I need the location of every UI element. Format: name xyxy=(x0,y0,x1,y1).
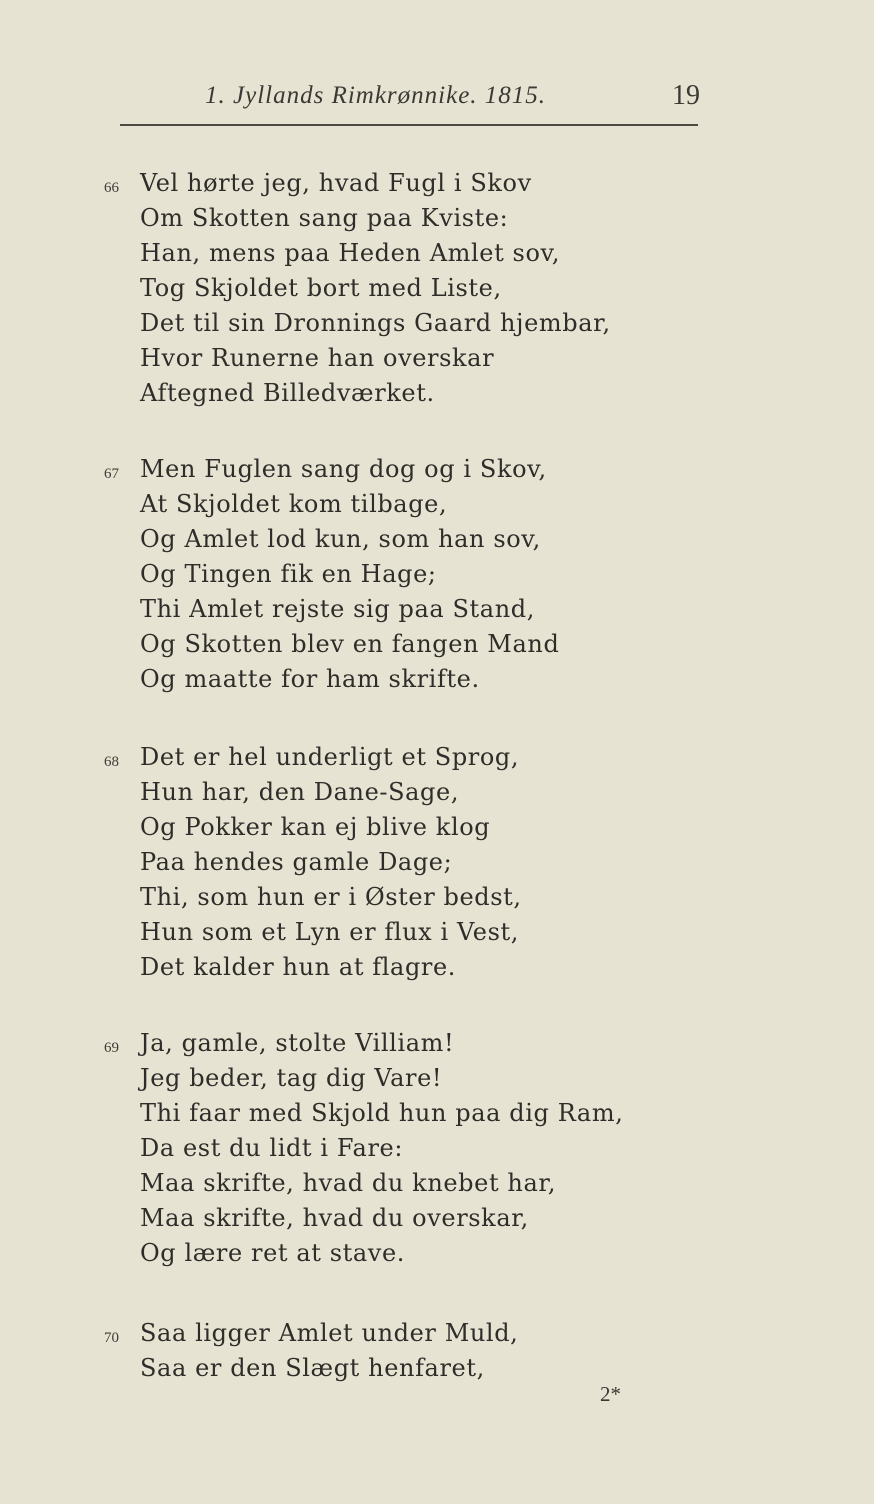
verse-line: Jeg beder, tag dig Vare! xyxy=(140,1064,443,1092)
verse-line: Men Fuglen sang dog og i Skov, xyxy=(140,455,547,483)
verse-line: Saa er den Slægt henfaret, xyxy=(140,1354,485,1382)
verse-line: Maa skrifte, hvad du overskar, xyxy=(140,1204,529,1232)
verse-line: Og maatte for ham skrifte. xyxy=(140,665,480,693)
verse-line: Ja, gamle, stolte Villiam! xyxy=(140,1029,455,1057)
stanza-number: 67 xyxy=(104,466,119,482)
verse-line: Thi faar med Skjold hun paa dig Ram, xyxy=(140,1099,624,1127)
verse-line: Thi Amlet rejste sig paa Stand, xyxy=(140,595,535,623)
verse-line: Det til sin Dronnings Gaard hjembar, xyxy=(140,309,611,337)
verse-line: Og Pokker kan ej blive klog xyxy=(140,813,491,841)
verse-line: Paa hendes gamle Dage; xyxy=(140,848,453,876)
header-rule xyxy=(120,124,698,126)
verse-line: Tog Skjoldet bort med Liste, xyxy=(140,274,502,302)
verse-line: Thi, som hun er i Øster bedst, xyxy=(140,883,522,911)
verse-line: Det kalder hun at flagre. xyxy=(140,953,457,981)
verse-line: Han, mens paa Heden Amlet sov, xyxy=(140,239,561,267)
running-title: 1. Jyllands Rimkrønnike. 1815. xyxy=(205,82,547,109)
verse-line: Vel hørte jeg, hvad Fugl i Skov xyxy=(140,169,532,197)
verse-line: Om Skotten sang paa Kviste: xyxy=(140,204,509,232)
stanza-number: 69 xyxy=(104,1040,119,1056)
verse-line: At Skjoldet kom tilbage, xyxy=(140,490,448,518)
verse-line: Og Skotten blev en fangen Mand xyxy=(140,630,560,658)
verse-line: Saa ligger Amlet under Muld, xyxy=(140,1319,519,1347)
stanza-number: 68 xyxy=(104,754,119,770)
stanza-number: 66 xyxy=(104,180,119,196)
signature-mark: 2* xyxy=(600,1382,621,1406)
verse-line: Det er hel underligt et Sprog, xyxy=(140,743,520,771)
verse-line: Maa skrifte, hvad du knebet har, xyxy=(140,1169,557,1197)
page-header xyxy=(0,78,874,118)
verse-line: Aftegned Billedværket. xyxy=(140,379,435,407)
verse-line: Og Tingen fik en Hage; xyxy=(140,560,437,588)
verse-line: Og lære ret at stave. xyxy=(140,1239,405,1267)
verse-line: Hvor Runerne han overskar xyxy=(140,344,495,372)
verse-line: Hun har, den Dane-Sage, xyxy=(140,778,460,806)
verse-line: Og Amlet lod kun, som han sov, xyxy=(140,525,541,553)
verse-line: Da est du lidt i Fare: xyxy=(140,1134,404,1162)
page-number: 19 xyxy=(672,80,700,111)
stanza-number: 70 xyxy=(104,1330,119,1346)
verse-line: Hun som et Lyn er flux i Vest, xyxy=(140,918,519,946)
